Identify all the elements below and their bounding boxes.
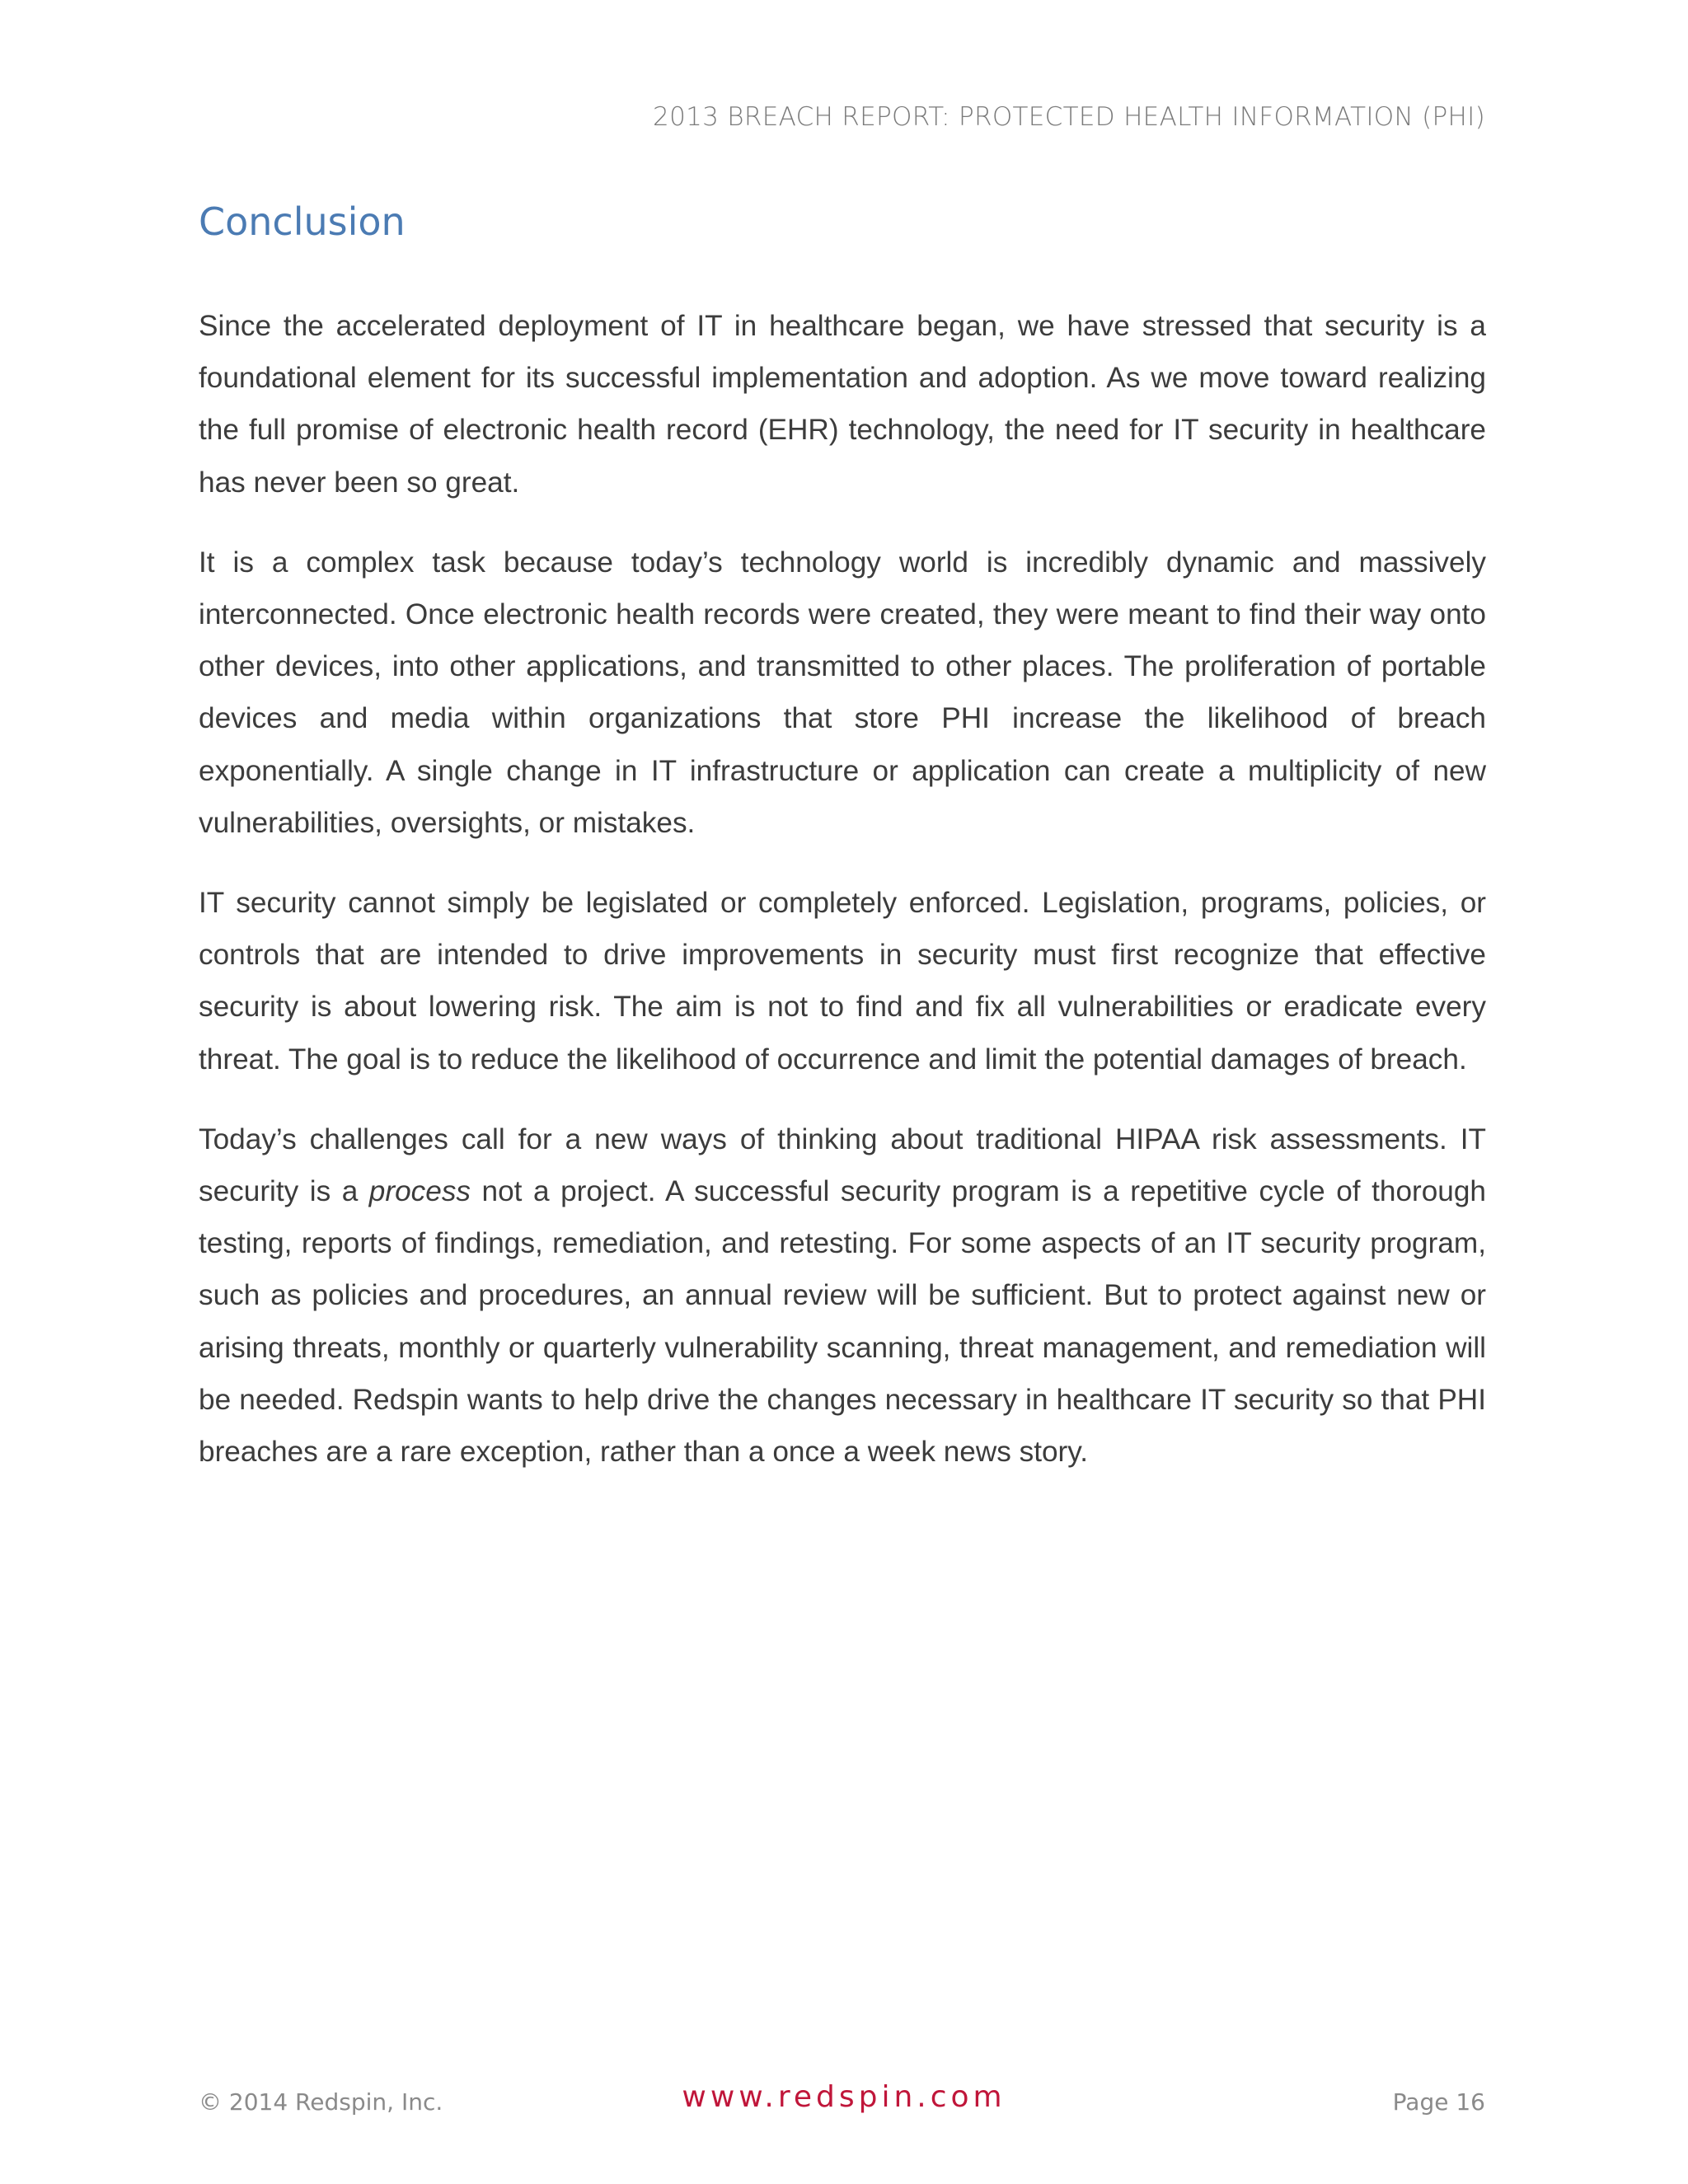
- footer-copyright: © 2014 Redspin, Inc.: [199, 2088, 443, 2116]
- paragraph-4-end: not a project. A successful security program is a repetitive cycle of thorough testing, reports of findings, remediation, and retesting. For some aspects of an IT security program, such as policies and procedures, an annual review will be sufficient. But to protect against new or arising threats, monthly or quarterly vulnerability scanning, threat management, and remediation will be needed. Redspin wants to help drive the changes necessary in healthcare IT security so that PHI breaches are a rare exception, rather than a once a week news story.: [199, 1175, 1487, 1469]
- page-footer: [0, 2080, 1688, 2125]
- paragraph-2: It is a complex task because today’s technology world is incredibly dynamic and massively interconnected. Once electronic health records were created, they were meant to find their way onto other devices, into other applications, and transmitted to other places. The proliferation of portable devices and media within organizations that store PHI increase the likelihood of breach exponentially. A single change in IT infrastructure or application can create a multiplicity of new vulnerabilities, oversights, or mistakes.: [199, 546, 1486, 839]
- body-text: [199, 300, 1486, 1506]
- paragraph-4-emphasis: process: [368, 1175, 471, 1208]
- paragraph-4: [199, 1113, 1486, 1478]
- paragraph-4-start: Today’s challenges call for a new ways of thinking about traditional HIPAA risk assessments. IT security is a: [199, 1122, 1486, 1208]
- page-number: Page 16: [1392, 2088, 1485, 2116]
- running-header: 2013 BREACH REPORT: PROTECTED HEALTH INFORMATION (PHI): [653, 102, 1485, 132]
- paragraph-1: Since the accelerated deployment of IT in healthcare began, we have stressed that security is a foundational element for its successful implementation and adoption. As we move toward realizing the full promise of electronic health record (EHR) technology, the need for IT security in healthcare has never been so great.: [199, 310, 1486, 499]
- paragraph-3: IT security cannot simply be legislated or completely enforced. Legislation, programs, policies, or controls that are intended to drive improvements in security must first recognize that effective security is about lowering risk. The aim is not to find and fix all vulnerabilities or eradicate every threat. The goal is to reduce the likelihood of occurrence and limit the potential damages of breach.: [199, 887, 1486, 1076]
- section-title: Conclusion: [199, 199, 406, 244]
- footer-website-link[interactable]: www.redspin.com: [682, 2080, 1006, 2114]
